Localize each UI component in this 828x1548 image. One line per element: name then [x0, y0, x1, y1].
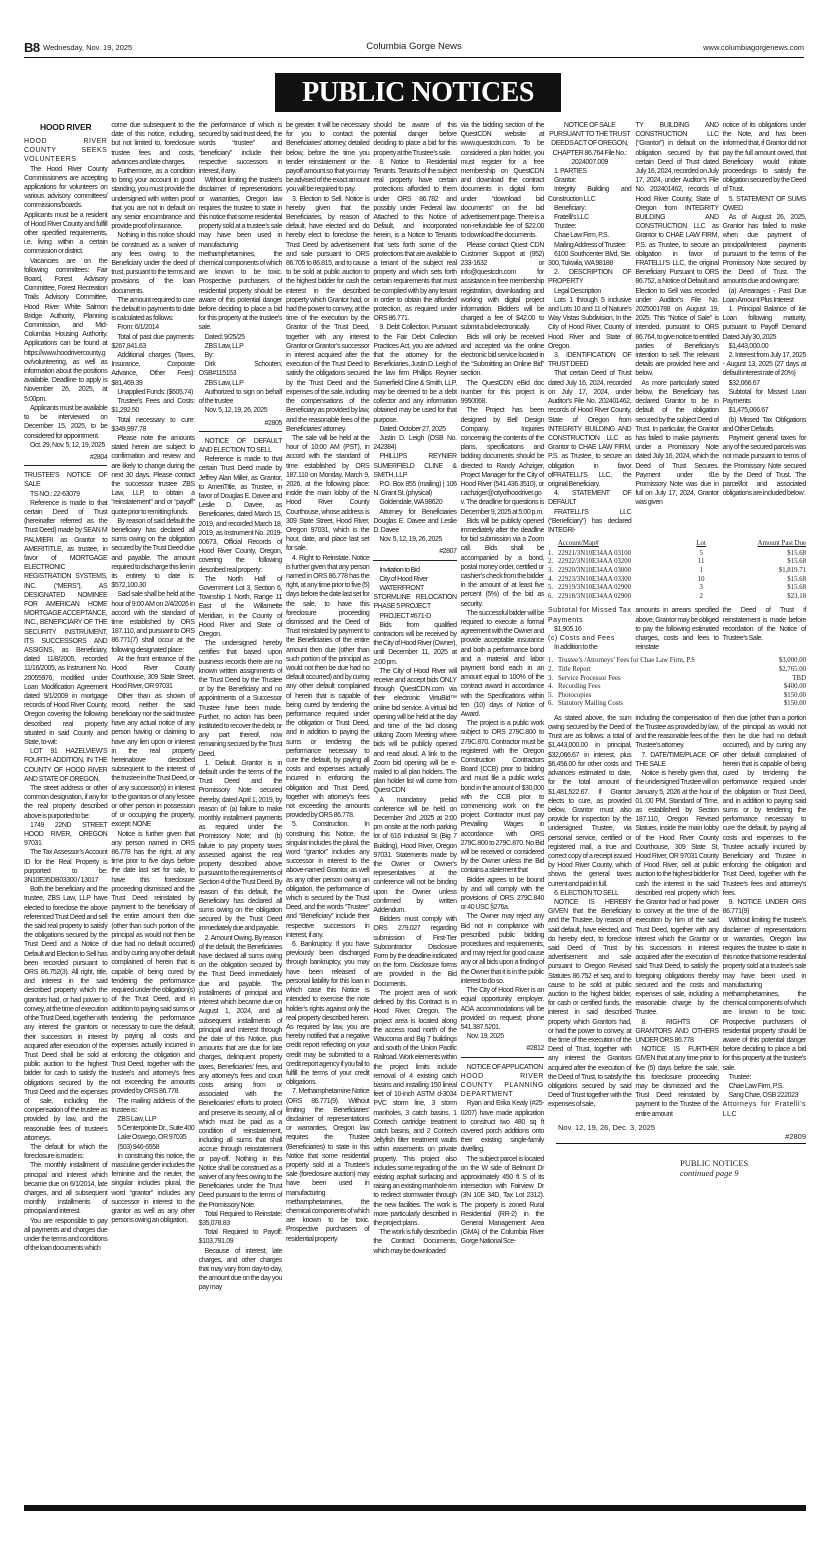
row-number: 2.	[548, 665, 554, 673]
notice-paragraph: The sale will be held at the hour of 10:00 AM (PST), in accord with the standard of time established by ORS 187.110 on Monday, March 9, 2026, at the following place: inside the main lobby of the Hood River County Courthouse, whose address is 309 State Street, Hood River, Oregon 97031, which is the hour, date, and place last set for sale.	[286, 434, 370, 553]
notice-paragraph: Dated: October 27, 2025	[379, 425, 446, 433]
row-number: 1.	[548, 549, 554, 557]
notice-paragraph: Fratelli’s LLC	[554, 214, 589, 222]
notice-2809-top-col-1	[548, 121, 631, 535]
column-2	[111, 121, 194, 1225]
notice-paragraph: Please contact Quest CDN Customer Support at (952) 233-1632 or info@questcdn.com for assistance in free membership registration, downloading and working with digital project information. Bidders will be charged a fee of $42.00 to submit a bid electronically.	[460, 241, 544, 332]
fee-item-cell: Service Processor Fees	[558, 674, 621, 682]
notice-paragraph: HOOD RIVER COUNTY PLANNING DEPARTMENT	[460, 1072, 544, 1099]
column-header-lot: Lot	[696, 540, 706, 548]
notice-paragraph: 8. RIGHTS OF GRANTORS AND OTHERS UNDER ORS 86.778	[635, 1018, 719, 1044]
notice-paragraph: The Hood River County Commissioners are accepting applications for volunteers on various advisory committees/ commissions/boards. Applicants must be a resident of Hood River County and fulfill other specified requirements, i.e. living within a certain commission or district.	[24, 165, 108, 256]
notice-paragraph: By reason of said default the beneficiary has declared all sums owing on the obligation secured by the Trust Deed due and payable. The amount required to discharge this lien in its entirety to date is: $572,100.30	[111, 517, 195, 590]
column-6	[461, 121, 544, 1247]
column-4	[286, 121, 369, 1244]
notice-paragraph: 6. Bankruptcy. If you have previously been discharged through bankruptcy, you may have been released of personal liability for this loan in which case this Notice is intended to exercise the note holder’s rights against only the real property described herein. As required by law, you are hereby notified that a negative credit report reflecting on your credit may be submitted to a credit report agency if you fail to fulfill the terms of your credit obligations.	[286, 941, 370, 1087]
notice-paragraph: Without limiting the trustee’s disclaimer of representations or warranties, Oregon law requires the trustee to state in this notice that some residential property sold at a trustee’s sale may have been used in manufacturing methamphetamines, the chemical components of which are known to be toxic. Prospective purchasers of residential property should be aware of this potential danger before deciding to place a bid for this property at the trustee’s sale.	[198, 177, 282, 332]
notice-paragraph: That certain Deed of Trust dated July 16, 2024, recorded on July 17, 2024, under Auditor’s File No. 202401462, records of Hood River County, State of Oregon from INTEGRITY BUILDING AND CONSTRUCTION LLC as Grantor to CHAE LAW FIRM, P.S. as Trustee, to secure an obligation in favor ofFRATELLI’S LLC, the original Beneficiary.	[548, 370, 632, 488]
notice-paragraph: The mailing address of the trustee is:	[111, 1097, 195, 1114]
notice-paragraph: The monthly installment of principal and interest which became due on 6/1/2014, late charges, and all subsequent monthly installments of principal and interest.	[24, 1162, 108, 1216]
notice-2809-top-col-3	[723, 121, 806, 498]
notice-paragraph: should be aware of this potential danger before deciding to place a bid for this property at the Trustee’s sale.	[373, 122, 457, 157]
amount-cell: $15.68	[787, 558, 806, 566]
lot-cell: 11	[697, 558, 705, 566]
notice-paragraph: Chae Law Firm, P.S.	[554, 232, 609, 240]
notice-2809-bottom-col-2	[635, 714, 718, 1119]
notice-paragraph: In addition to the	[554, 644, 598, 652]
notice-paragraph: PHILLIPS REYNIER SUMERFIELD CLINE & SMITH, LLP	[373, 453, 457, 479]
fee-item-cell: Recording Fees	[558, 683, 601, 691]
notice-paragraph: 9. Debt Collection. Pursuant to the Fair Debt Collection Practices Act, you are advised that the attorney for the Beneficiaries, Justin D. Leigh of the law firm Phillips Reynier Sumerfield Cline & Smith, LLP, may be deemed to be a debt collector and any information obtained may be used for that purpose.	[373, 324, 457, 424]
notice-paragraph: 3. IDENTIFICATION OF TRUST DEED	[548, 352, 632, 369]
notice-paragraph: $1,905.16	[554, 625, 582, 633]
notice-paragraph: PROJECT #671-D	[379, 612, 431, 620]
notice-paragraph: (503) 946-6558	[117, 1143, 160, 1151]
notice-paragraph: FRATELLI’S LLC (“Beneficiary”) has declared INTEGRI-	[548, 508, 632, 534]
notice-paragraph: come due subsequent to the date of this notice, including, but not limited to, foreclosure trustee fees and costs, advances and late charges.	[111, 122, 195, 166]
notice-paragraph: Trustee’s Fees and Costs: $1,292.50	[111, 398, 195, 415]
notice-paragraph: As more particularly stated below, the Beneficiary has declared Grantor to be in default of the obligation secured by the subject Deed of Trust. In particular, the Grantor has failed to make payments under a Promissory Note dated July 16, 2024, which the Deed of Trust Secures. Payment under tl1e Promissory Note was due in full on July 17, 2024, Grantor was given	[635, 379, 719, 507]
notice-paragraph: Nothing in this notice should be construed as a waiver of any fees owing to the Beneficiary under the deed of trust, pursuant to the terms and provisions of the loan documents.	[111, 232, 195, 295]
notice-paragraph: Without limiting the trustee’s disclaimer of representations or warranties, Oregon law requires the trustee to state in this notice that some residential property sold at a trustee’s sale may have been used in manufacturing methamphetamines, the chemical components of which are known to be toxic. Prospective purchasers of residential property should be aware of this potential danger before deciding to place a bid for this property at the trustee’s sale.	[722, 917, 806, 1072]
notice-paragraph: notice of its obligations under the Note, and has been informed that, if Grantor did not pay the full amount owed, that Beneficiary would initiate proceedings to satisfy the obligation secured by the Deed of Trust.	[722, 122, 806, 194]
notice-paragraph: The North Half of Government Lot 3, Section 6, Township 1 North, Range 11 East of the Willamette Meridian, in the County of Hood River and State of Oregon.	[198, 575, 282, 638]
notice-paragraph: As of August 26, 2025, Grantor has failed to make when due payment of principal/interest payments pursuant to the terms of the Promissory Note secured by the Deed of Trust. The amounts due and owing are:	[722, 214, 806, 286]
notice-paragraph: The undersigned hereby certifies that based upon business records there are no known written assignments of the Trust Deed by the Trustee or by the Beneficiary and no appointments of a Successor Trustee have been made. Further, no action has been instituted to recover the debt, or any part thereof, now remaining secured by the Trust Deed.	[198, 640, 282, 758]
notice-paragraph: Bidders must comply with ORS 279.027 regarding submission of First-Tier Subcontractor Disclosure Form by the deadline indicated on the form. Disclosure forms are provided in the Bid Documents.	[373, 916, 457, 988]
fee-amount-cell: $2,765.00	[778, 665, 806, 673]
notice-paragraph: 2. Interest from July 17, 2025 - August 13, 2025 (27 days at default interest rate of 20%)	[722, 352, 806, 378]
fee-item-cell: Statutory Mailing Costs	[558, 700, 623, 708]
notice-paragraph: 4. STATEMENT OF DEFAULT	[548, 490, 632, 507]
notice-paragraph: From: 6/1/2014	[117, 324, 159, 332]
notice-paragraph: In construing this notice, the masculine gender includes the feminine and the neuter, the singular includes plural, the word “grantor” includes any successor in interest to the grantor as well as any other persons owing an obligation,	[111, 1152, 195, 1225]
notice-paragraph: be greater. It will be necessary for you to contact the Beneficiaries’ attorney, detailed below, before the time you tender reinstatement or the payoff amount so that you may be advised of the exact amount you will be required to pay.	[286, 122, 370, 194]
table-row	[548, 675, 806, 684]
notice-paragraph: 2. Amount Owing. By reason of the default, the Beneficiaries have declared all sums owing on the obligation secured by the Trust Deed immediately due and payable. The installments of principal and interest which became due on August 1, 2024, and all subsequent installments of principal and interest through the date of this Notice, plus amounts that are due for late charges, delinquent property taxes, Beneficiaries’ fees, and any attorney’s fees and court costs arising from or associated with the Beneficiaries’ efforts to protect and preserve its security, all of which must be paid as a condition of reinstatement, including all sums that shall accrue through reinstatement or pay-off. Nothing in this Notice shall be construed as a waiver of any fees owing to the Beneficiaries under the Trust Deed pursuant to the terms of the Promissory Note.	[198, 934, 282, 1209]
table-header-row	[548, 540, 806, 550]
notice-paragraph: 8. Notice to Residential Tenants. Tenants of the subject real property have certain protections afforded to them under ORS 86.782 and possibly under Federal law. Attached to this Notice of Default, and incorporated herein, is a Notice to Tenants that sets forth some of the protections that are available to a tenant of the subject real property and which sets forth certain requirements that must be complied with by any tenant in order to obtain the afforded protection, as required under ORS 86.771.	[373, 158, 457, 323]
notice-paragraph: 3. Election to Sell. Notice is hereby given that the Beneficiaries, by reason of default, have elected and do hereby elect to foreclose the Trust Deed by advertisement and sale pursuant to ORS 86.705 to 86.815, and to cause to be sold at public auction to the highest bidder for cash the interest in the described property which Grantor had, or had the power to convey, at the time of the execution by the Grantor of the Trust Deed, together with any interest Grantor or Grantor’s successor in interest acquired after the execution of the Trust Deed to satisfy the obligations secured by the Trust Deed and the expenses of the sale, including the compensations of the Beneficiary as provided by law, and the reasonable fees of the Beneficiaries’ attorney.	[286, 195, 370, 433]
table-row	[548, 576, 806, 585]
notice-paragraph: 4. Right to Reinstate. Notice is further given that any person named in ORS 86.778 has the right, at any time prior to five (5) days before the date last set for the sale, to have this foreclosure proceeding dismissed and the Deed of Trust reinstated by payment to the Beneficiaries of the entire amount then due (other than such portion of the principal as would not then be due had no default occurred) and by curing any other default complained of herein that is capable of being cured by tendering the performance required under the obligation or Trust Deed, and in addition to paying the sums or tendering the performance necessary to cure the default, by paying all costs and expenses actually incurred in enforcing the obligation and Trust Deed, together with attorney’s fees not exceeding the amounts provided by ORS 86.778.	[286, 554, 370, 820]
notice-paragraph: Because of interest, late charges, and other charges that may vary from day-to-day, the amount due on the day you pay may	[198, 1247, 282, 1292]
notice-paragraph: Said sale shall be held at the hour of 9:00 AM on 2/4/2026 in accord with the standard of time established by ORS 187.110, and pursuant to ORS 86.771(7) shall occur at the following designated place:	[111, 591, 195, 654]
notice-paragraph: Dated: 9/25/25	[204, 333, 245, 341]
notice-paragraph: TS NO.: 22-63079	[30, 490, 80, 498]
notice-paragraph: 5. Construction. In construing this Notice, the singular includes the plural, the word “grantor” includes any successor in interest to the above-named Grantor, as well as any other person owing an obligation, the performance of which is secured by the Trust Deed, and the words “Trustee” and “Beneficiary” include their respective successors in interest, if any.	[286, 821, 370, 939]
notice-paragraph: Dirk Schouten, OSB#115153	[198, 361, 282, 378]
notice-paragraph: LOT 91 HAZELVIEW’S FOURTH ADDITION, IN THE COUNTY OF HOOD RIVER AND STATE OF OREGON.	[24, 748, 108, 783]
notice-paragraph: Total Required to Reinstate: $35,078.83	[198, 1210, 282, 1227]
notice-paragraph: Vacancies are on the following committees: Fair Board, Forest Advisory Committee, Forest Recreation Trails Advisory Committee, Hood River White Salmon Bridge Authority, Planning Commission, and Mid-Columbia Housing Authority. Applications can be found at https://www.hoodrivercounty.gov/volunteering, as well as information about the positions available. Deadline to apply is November 26, 2025, at 5:00pm.	[24, 257, 108, 403]
notice-paragraph: Other than as shown of record, neither the said beneficiary nor the said trustee have any actual notice of any person having or claiming to have any lien upon or interest in the real property hereinabove described subsequent to the interest of the trustee in the Trust Deed, or of any successor(s) in interest to the grantors or of any lessee or other person in possession of or occupying the property, except: NONE	[111, 692, 195, 829]
amount-cell: $15.68	[787, 549, 806, 557]
row-number: 3.	[548, 674, 554, 682]
row-number: 4.	[548, 683, 554, 691]
notice-paragraph: By:	[204, 352, 214, 360]
notice-paragraph: ZBS Law, LLP	[117, 1115, 157, 1123]
fee-amount-cell: TBD	[792, 674, 806, 682]
fee-item-cell: Title Report	[558, 665, 591, 673]
continuation-note	[680, 1158, 806, 1179]
notice-paragraph: Mailing Address of Trustee:	[554, 241, 627, 249]
notice-paragraph: NOTICE OF SALE PURSUANT TO THE TRUST DEEDS ACT OF OREGON, CHAPTER 86.764 File No.: 2024007.009	[549, 122, 631, 166]
notice-paragraph: Beneficiary:	[554, 204, 586, 212]
notice-paragraph: (a) Arrearages - Past Due Loan Amount Plus Interest	[722, 287, 806, 304]
notice-paragraph: Authorized to sign on behalf of the trustee	[198, 388, 282, 406]
row-number: 6.	[548, 592, 554, 600]
notice-2809-bottom-col-3	[723, 714, 806, 1119]
lot-cell: 2	[699, 592, 703, 600]
notice-paragraph: 7. DATE/TIME/PLACE OF THE SALE	[635, 751, 719, 768]
notice-number: #2805	[199, 419, 282, 432]
notice-paragraph: Payment general taxes for any of the secured parcels was not made pursuant to terms of the Promissory Note secured by the Deed of Trust. The parcel/lot and associated obligations are included below:	[722, 434, 806, 498]
column-1	[24, 121, 107, 1253]
notice-paragraph: via the bidding section of the QuestCDN website at www.questcdn.com. To be considered a plan holder, you must register for a free membership on QuestCDN and download the contract documents in digital form under “download bid documents” on the bid advertisement page. There is a non-refundable fee of $22.00 to download the documents.	[460, 122, 544, 240]
notice-paragraph: Bids will be publicly opened immediately after the deadline for bid submission via a Zoom call. Bids shall be accompanied by a bond, postal money order, certified or cashier’s check from the bidder in the amount of at least five percent (5%) of the bid as security.	[460, 517, 544, 608]
notice-2809-mid-col-3	[723, 606, 806, 643]
notice-paragraph: The successful bidder will be required to execute a formal agreement with the Owner and provide acceptable insurance and both a performance bond and a material and labor payment bond each in an amount equal to 100% of the contract award in accordance with the Specifications within ten (10) days of Notice of Award.	[460, 609, 544, 718]
notice-paragraph: Unapplied Funds: ($605.74)	[117, 388, 193, 396]
fee-amount-cell: $150.00	[783, 691, 806, 699]
column-3	[199, 121, 282, 1293]
notice-paragraph: the performance of which is secured by said trust deed, the words “trustee” and “beneficiary” include their respective successors in interest, if any.	[198, 122, 282, 176]
notice-2809-top-col-2	[635, 121, 718, 508]
account-cell: 22922/3N10E34AA 03200	[558, 558, 632, 566]
notice-paragraph: NOTICE OF APPLICATION	[466, 1063, 543, 1071]
lot-cell: 10	[697, 575, 705, 583]
amount-cell: $15.68	[787, 575, 806, 583]
notice-paragraph: NOTICE IS HEREBY GIVEN that the Beneficiary and the Trustee, by reason of said default, have elected, and do hereby elect, to foreclose said Deed of Trust by advertisement and sale pursuant to Oregon Revised Statutes 86.752 et seq, and to cause to be sold at public auction to the highest bidder, for cash or certified funds, the interest in said described property which Grantors had, or had the power to convey, at the time of the execution of the Deed of Trust, together with any interest the Grantors acquired after the execution of the Deed of Trust, to satisfy the obligations secured by said Deed of Trust together with the expenses of sale,	[548, 898, 632, 1109]
notice-paragraph: Sang Chae, OSB 222023	[728, 1092, 799, 1100]
account-cell: 22921/3N10E34AA 03100	[558, 549, 632, 557]
notice-paragraph: Bids will only be received and accepted via the online electronic bid service located in the “Submitting an Online Bid” section.	[460, 333, 544, 378]
notice-paragraph: Subtotal for Missed Loan Payments	[722, 388, 806, 406]
divider	[556, 1143, 806, 1144]
notice-paragraph: Bidder agrees to be bound by and will comply with the provisions of ORS 279C.840 or 40 USC §276a.	[460, 876, 544, 912]
table-row	[548, 692, 806, 701]
notice-paragraph: The project is a public work subject to ORS 279C.800 to 279C.870. Contractor must be registered with the Oregon Construction Contractors Board (CCB) prior to bidding and must file a public works bond in the amount of $30,000 with the CCB prior to commencing work on the project. Contractor must pay Prevailing Wages in accordance with ORS 279C.800 to 279C.870. No Bid will be received or considered by the Owner unless the Bid contains a statement that	[460, 720, 544, 875]
notice-paragraph: $32,066.67	[728, 379, 760, 387]
table-row	[548, 584, 806, 593]
notice-2809-mid-col-2	[635, 606, 718, 652]
notice-paragraph: Attorney for Beneficiaries Douglas E. Davee and Leslie D. Davee	[373, 508, 457, 534]
notice-paragraph: As stated above, the sum owing secured by the Deed of Trust are as follows: a total of $1,443,000.00 in principal, $32,066.67 in interest, plus $6,456.00 for other costs and advances estimated to date, for the total amount of $1,481,522.67. If Grantor elects to cure, as provided below, Grantor must also provide for inspection by the undersigned Trustee, via personal service, certified or registered mail, a true and correct copy of a receipt issued by Hood River County, which shows the general taxes current and paid in full.	[548, 714, 632, 888]
notice-number: #2812	[461, 1044, 544, 1057]
bottom-bar	[24, 1505, 806, 1511]
notice-paragraph: Both the beneficiary and the trustee, ZBS Law, LLP have elected to foreclose the above referenced Trust Deed and sell the said real property to satisfy the obligations secured by the Trust Deed and a Notice of Default and Election to Sell has been recorded pursuant to ORS 86.752(3). All right, title, and interest in the said described property which the grantors had, or had power to convey, at the time of execution of the Trust Deed, together with any interest the grantors or their successors in interest acquired after execution of the Trust Deed shall be sold at public auction to the highest bidder for cash to satisfy the obligations secured by the Trust Deed and the expenses of sale, including the compensation of the trustee as provided by law, and the reasonable fees of trustee’s attorneys.	[24, 886, 108, 1142]
notice-paragraph: You are responsible to pay all payments and charges due under the terms and conditions of the loan documents which	[24, 1217, 108, 1253]
notice-paragraph: 7. Methamphetamine Notice (ORS 86.771(9). Without limiting the Beneficiaries’ disclaimer of representations or warranties, Oregon law requires the Trustee (Beneficiaries) to state in this Notice that some residential property sold at a Trustee’s sale (foreclosure auction) may have been used in manufacturing methamphetamines, the chemical components of which are known to be toxic. Prospective purchasers of residential property	[286, 1088, 370, 1243]
notice-paragraph: The Project has been designed by Bell Design Company. Inquiries concerning the contents of the plans, specifications and bidding documents should be directed to Randy Achziger, Project Manager for the City of Hood River (541.436.3510), or r.achziger@cityofhoodriver.gov. The deadline for questions is December 9, 2025 at 5:00 p.m.	[460, 407, 544, 516]
notice-paragraph: Subtotal for Missed Tax Payments	[548, 607, 632, 624]
table-row	[548, 593, 806, 602]
notice-paragraph: WATERFRONT STORMLINE RELOCATION PHASE 5 PROJECT	[373, 584, 457, 611]
notice-paragraph: ZBS Law, LLP	[204, 379, 244, 387]
notice-paragraph: amounts in arrears specified above, Grantor may be obliged to pay the following estimated charges, costs and fees to reinstate	[635, 607, 719, 652]
column-header-account: Account/Map#	[558, 540, 599, 548]
notice-paragraph: Notice is further given that any person named in ORS 86.778 has the right, at any time prior to five days before the date last set for sale, to have this foreclosure proceeding dismissed and the Trust Deed reinstated by payment to the beneficiary of the entire amount then due (other than such portion of the principal as would not then be due had no default occurred) and by curing any other default complained of herein that is capable of being cured by tendering the performance required under the obligation(s) of the Trust Deed, and in addition to paying said sums or tendering the performance necessary to cure the default, by paying all costs and expenses actually incurred in enforcing the obligation and Trust Deed, together with the trustee’s and attorney’s fees not exceeding the amounts provided by ORS 86.778.	[111, 830, 195, 1096]
lot-cell: 3	[699, 584, 703, 592]
notice-paragraph: Goldendale, WA 98620	[379, 499, 443, 507]
table-row	[548, 558, 806, 567]
tax-obligations-table	[548, 540, 806, 601]
notice-paragraph: Chae Law Firm, P.S.	[728, 1083, 784, 1090]
lot-cell: 1	[699, 566, 703, 574]
notice-paragraph: 9. NOTICE UNDER ORS 86.771(9)	[722, 898, 806, 916]
notice-paragraph: $1,443,000.00	[728, 342, 769, 350]
notice-paragraph: Reference is made to that certain Trust Deed made by Jeffrey Alan Miller, as Grantor, to AmeriTitle, as Trustee, in favor of Douglas E. Davee and Leslie D. Davee, as Beneficiaries, dated March 15, 2019, and recorded March 18, 2019, as Instrument No. 2019-00673, Official Records of Hood River County, Oregon, covering the following described real property:	[198, 456, 282, 574]
notice-paragraph: The Tax Assessor’s Account ID for the Real Property is purported to be: 3N10E35DB03300 / 13017	[24, 849, 108, 885]
amount-cell: $23.18	[787, 592, 806, 600]
notices-grid	[24, 121, 806, 1293]
notice-paragraph: Lake Oswego, OR 97035	[117, 1134, 187, 1142]
notice-paragraph: Nov. 5, 12, 19, 26, 2025	[204, 407, 268, 415]
notice-paragraph: Total Required to Payoff: $103,791.09	[198, 1229, 282, 1246]
row-number: 6.	[548, 700, 554, 708]
notice-paragraph: The QuestCDN eBid doc number for this project is 9950068.	[460, 379, 544, 406]
notice-paragraph: The amount required to cure the default in payments to date is calculated as follows:	[111, 296, 195, 323]
notice-2809	[548, 121, 806, 1179]
notice-paragraph: (b) Missed Tax Obligations and Other Defaults	[722, 416, 806, 433]
notice-paragraph: 1. Default. Grantor is in default under the terms of the Trust Deed and the Promissory Note secured thereby, dated April 1, 2019, by reason of: (a) failure to make monthly installment payments as required under the Promissory Note; and (b) failure to pay property taxes assessed against the real property described above pursuant to the requirements of Section 4 of the Trust Deed. By reason of this default, the Beneficiary has declared all sums owing on the obligation secured by the Trust Deed immediately due and payable.	[198, 759, 282, 933]
account-cell: 22920/3N10E34AA 03000	[558, 566, 632, 574]
publication-dates: Nov. 12, 19, 26, Dec. 3, 2025	[558, 1122, 656, 1132]
notice-paragraph: 2. DESCRIPTION OF PROPERTY	[548, 269, 632, 286]
section-title: PUBLIC NOTICES	[302, 77, 534, 108]
notice-paragraph: The subject parcel is located on the W side of Belmont Dr approximately 450 ft S of its intersection with Fairview Dr (3N 10E 34D, Tax Lot 2312). The property is zoned Rural Residential (RR-2) in the General Management Area (GMA) of the Columbia River Gorge National Sce-	[460, 1155, 544, 1246]
notice-number: #2804	[24, 453, 107, 466]
notice-paragraph: 5. STATEMENT OF SUMS OWED	[722, 195, 806, 212]
notice-paragraph: At the front entrance of the Hood River County Courthouse, 309 State Street, Hood River, OR 97031	[111, 655, 195, 691]
table-row	[548, 657, 806, 666]
notice-number: #2809	[785, 1131, 806, 1141]
notice-paragraph: NOTICE IS FURTHER GIVEN that at any time prior to five (5) days before the sale, this foreclosure proceeding may be dismissed and the Trust Deed reinstated by payment to the Trustee of the entire amount	[635, 1046, 719, 1118]
fee-item-cell: Photocopies	[558, 691, 592, 699]
account-cell: 22919/3N10E34AA 02900	[558, 584, 632, 592]
notice-paragraph: Ryan and Erika Kealy (#25-0207) have made application to construct two 480 sq ft covered porch additions onto their existing single-family dwelling.	[460, 1100, 544, 1154]
website-link[interactable]: www.columbiagorgenews.com	[703, 43, 804, 52]
table-row	[548, 683, 806, 692]
fee-amount-cell: $3,000.00	[778, 657, 806, 665]
section-heading: HOOD RIVER	[39, 122, 92, 132]
notice-paragraph: Applicants must be available to be interviewed on December 15, 2025, to be considered for appointment.	[24, 404, 108, 440]
column-header-amount: Amount Past Due	[757, 540, 806, 548]
notice-paragraph: 1749 22ND STREET HOOD RIVER, OREGON 97031	[24, 821, 108, 848]
amount-cell: $15.68	[787, 584, 806, 592]
lot-cell: 5	[699, 549, 703, 557]
notice-paragraph: Total of past due payments: $267,841.63	[111, 333, 195, 350]
amount-cell: $1,819.71	[778, 566, 806, 574]
notice-paragraph: The City of Hood River will receive and accept bids ONLY through QuestCDN.com via their electronic VirtuBid™ online bid service. A virtual bid opening will be held at the day and time of the bid closing utilizing Zoom Meeting where bids will be publicly opened and read aloud. A link to the Zoom bid opening will be e-mailed to all plan holders. The plan holder list will come from Quest CDN	[373, 667, 457, 795]
notice-paragraph: Reference is made to that certain Deed of Trust (hereinafter referred as the Trust Deed) made by SEAN M PALMIERI as Grantor to AMERITITLE, as trustee, in favor of MORTGAGE ELECTRONIC REGISTRATION SYSTEMS, INC. (“MERS”), AS DESIGNATED NOMINEE FOR AMERICAN HOME MORTGAGE ACCEPTANCE, INC., BENEFICIARY OF THE SECURITY INSTRUMENT, ITS SUCCESSORS AND ASSIGNS, as Beneficiary, dated 11/8/2005, recorded 11/16/2005, as Instrument No. 20055976, modified under Loan Modification Agreement dated 9/1/2009 in mortgage records of Hood River County, Oregon covering the following described real property situated in said County and State, to-wit:	[24, 499, 108, 746]
continuation-page[interactable]: continued page 9	[680, 1168, 739, 1179]
notice-paragraph: the Deed of Trust if reinstatement is made before recordation of the Notice of Trustee’s Sale.	[722, 607, 806, 642]
notice-paragraph: The City of Hood River is an equal opportunity employer. ADA accommodations will be provided on request; phone 541.387.5201.	[460, 987, 544, 1031]
row-number: 1.	[548, 657, 554, 665]
notice-paragraph: TY BUILDING AND CONSTRUCTION LLC (“Grantor”) in default on the obligation secured by that certain Deed of Trust dated July 16, 2024, recorded on July 17, 2024, under Auditor’s File No. 202401462, records of Hood River County, State of Oregon from INTEGRITY BUILDING AND CONSTRUCTION LLC as Grantor to CHAE LAW FIRM, P.S. as Trustee, to secure an obligation in favor of FRATELLI’S LLC, the original Beneficiary. Pursuant to ORS 86.752, a Notice of Default and Election to Sell was recorded under Auditor’s File No. 2025001788 on August 19, 2025. This “Notice of Sale” is intended, pursuant to ORS 86.764, to give notice to entitled parties of Beneficiary’s intention to sell. The relevant details are provided here and below.	[635, 122, 719, 378]
notice-paragraph: A mandatory prebid conference will be held on December 2nd ,2025 at 2:00 pm onsite at the north parking lot of 616 Industrial St (Big 7 Building), Hood River, Oregon 97031. Statements made by the Owner or Owner’s representatives at the conference will not be binding upon the Owner unless confirmed by written Addendum.	[373, 796, 457, 915]
table-row	[548, 567, 806, 576]
row-number: 5.	[548, 691, 554, 699]
notice-paragraph: Bids from qualified contractors will be received by the City of Hood River (Owner), until December 11, 2025 at 2:00 pm.	[373, 621, 457, 666]
notice-paragraph: NOTICE OF DEFAULT AND ELECTION TO SELL	[198, 437, 282, 454]
notice-paragraph: $1,475,066.67	[728, 407, 769, 415]
page-header	[24, 40, 804, 58]
notice-paragraph: 5 Centerpointe Dr., Suite 400	[117, 1125, 195, 1133]
notice-paragraph: City of Hood River	[379, 575, 428, 583]
notice-paragraph: The street address or other common designation, if any for the real property described above is purported to be:	[24, 785, 108, 820]
notice-paragraph: Furthermore, as a condition to bring your account in good standing, you must provide the undersigned with written proof that you are not in default on any senior encumbrance and provide proof of insurance.	[111, 168, 195, 231]
notice-paragraph: Trustee:	[728, 1073, 751, 1081]
notice-paragraph: Grantor:	[554, 177, 577, 185]
notice-paragraph: HOOD RIVER COUNTY SEEKS VOLUNTEERS	[24, 138, 108, 164]
notice-paragraph: Total necessary to cure: $349,997.78	[111, 416, 195, 433]
notice-paragraph: The default for which the foreclosure is made is:	[24, 1143, 108, 1161]
table-row	[548, 700, 806, 709]
notice-2809-bottom-col-1	[548, 714, 631, 1110]
notice-paragraph: Lots 1 through 5 inclusive and Lots 10 and 11 of Nature’s Way Vistas Subdivision, In the City of Hood River, County of Hood River and State of Oregon.	[548, 296, 632, 350]
notice-paragraph: Invitation to Bid	[379, 566, 420, 574]
row-number: 5.	[548, 584, 554, 592]
notice-paragraph: The project area of work defined by this Contract is in Hood River, Oregon. The project area is located along the access road north of the Waucoma and Big 7 buildings and south of the Union Pacific Railroad. Work elements within the project limits include removal of 4 existing catch basins and installing 150 lineal feet of 10-inch ASTM d-3034 PVC storm line, 3 storm manholes, 3 catch basins, 1 Contech cartridge treatment catch basins, and 2 Contech Jellyfish filter treatment vaults within easements on private property. This project also includes some regrading of the existing asphalt surfacing and raising an existing manhole rim to redirect stormwater through the new facilities. The work is more particularly described in the project plans.	[373, 989, 457, 1227]
notice-paragraph: The work is fully described in the Contract Documents, which may be downloaded	[373, 1229, 457, 1255]
fee-item-cell: Trustee’s /Attorneys’ Fees for Chae Law Firm, P.S	[558, 657, 695, 665]
notice-paragraph: 6. ELECTION TO SELL	[554, 889, 619, 897]
continuation-title: PUBLIC NOTICES	[680, 1157, 749, 1168]
notice-paragraph: TRUSTEE’S NOTICE OF SALE	[24, 472, 108, 489]
notice-paragraph: then due (other than a portion of the principal as would not then be due had no default occurred), and by curing any other default complained of herein that is capable of being cured by tendering the performance required under the obligation or Trust Deed, and in addition to paying said sums or by tendering the performance necessary to cure the default, by paying all costs and expenses to the Trustee actually incurred by Beneficiary and Trustee in enforcing the obligation and Trust Deed, together with the Trustee’s fees and attorney’s fees.	[722, 714, 806, 897]
account-cell: 22923/3N10E34AA 03300	[558, 575, 632, 583]
notice-paragraph: (c) Costs and Fees	[548, 634, 615, 642]
section-banner	[275, 73, 561, 112]
notice-paragraph: 6100 Southcenter Blvd, Ste. 300, Tukwila, WA 98188	[548, 250, 632, 268]
notice-paragraph: Notice is hereby given that, the undersigned Trustee will on January 5, 2026 at the hour of 01 :00 PM, Standard of Time, as established by Section 187.110, Oregon Revised Statues, inside the main lobby of the Hood River County Courthouse, 309 State St, Hood River, OR 97031 County of Hood River, sell at public auction to the highest bidder for cash the interest in the said described real property which the Grantor had or had power to convey at the time of the execution by him of the said Trust Deed, together with any interest which the Grantor or his successors in interest acquired after the execution of said Trust Deed, to satisfy the foregoing obligations thereby secured and the costs and expenses of sale, including a reasonable charge by the Trustee.	[635, 770, 719, 1017]
notice-paragraph: Justin D. Leigh (OSB No. 242384)	[373, 434, 457, 452]
notice-paragraph: Integrity Building and Construction LLC	[548, 186, 632, 203]
notice-paragraph: The Owner may reject any Bid not in compliance with prescribed public bidding procedures and requirements, and may reject for good cause any or all bids upon a finding of the Owner that it is in the public interest to do so.	[460, 913, 544, 985]
notice-number: #2807	[373, 547, 456, 560]
notice-paragraph: Legal Description	[554, 287, 601, 295]
notice-paragraph: 1. Principal Balance of iIie Loan following maturity, pursuant to Payoff Demand Dated July 30, 2025	[722, 306, 806, 341]
newspaper-name: Columbia Gorge News	[366, 41, 462, 52]
notice-paragraph: Please note the amounts stated herein are subject to confirmation and review and are likely to change during the next 30 days. Please contact the successor trustee ZBS Law, LLP, to obtain a “reinstatement” and or “payoff” quote prior to remitting funds.	[111, 434, 195, 516]
row-number: 3.	[548, 566, 554, 574]
notice-paragraph: Nov. 19, 2025	[466, 1033, 504, 1041]
notice-paragraph: Oct. 29, Nov. 5, 12, 19, 2025	[30, 441, 105, 449]
fees-table	[548, 657, 806, 709]
notice-2809-mid-col-1	[548, 606, 631, 652]
fee-amount-cell: $400.00	[783, 683, 806, 691]
row-number: 4.	[548, 575, 554, 583]
column-5	[373, 121, 456, 1256]
notice-paragraph: Trustee:	[554, 223, 577, 231]
notice-paragraph: ZBS Law, LLP	[204, 342, 244, 350]
row-number: 2.	[548, 558, 554, 566]
page-number: B8	[24, 40, 40, 55]
fee-amount-cell: $150.00	[783, 700, 806, 708]
account-cell: 22918/3N10E34AA 02900	[558, 592, 632, 600]
notice-paragraph: Additional charges (Taxes, Insurance, Corporate Advance, Other Fees): $81,469.39	[111, 352, 195, 387]
notice-paragraph: including the compensation of the Trustee as provided by law, and the reasonable fees of the Trustee’s attorney.	[635, 714, 719, 750]
table-row	[548, 666, 806, 675]
issue-date: Wednesday, Nov. 19, 2025	[43, 43, 133, 52]
table-row	[548, 550, 806, 559]
notice-paragraph: Attorneys for Fratelli’s LLC	[722, 1101, 806, 1118]
notice-paragraph: 1. PARTIES	[554, 168, 587, 176]
notice-paragraph: P.O. Box 855 (mailing) | 106 N. Grant St. (physical)	[373, 480, 457, 498]
notice-paragraph: Nov. 5, 12, 19, 26, 2025	[379, 536, 442, 544]
